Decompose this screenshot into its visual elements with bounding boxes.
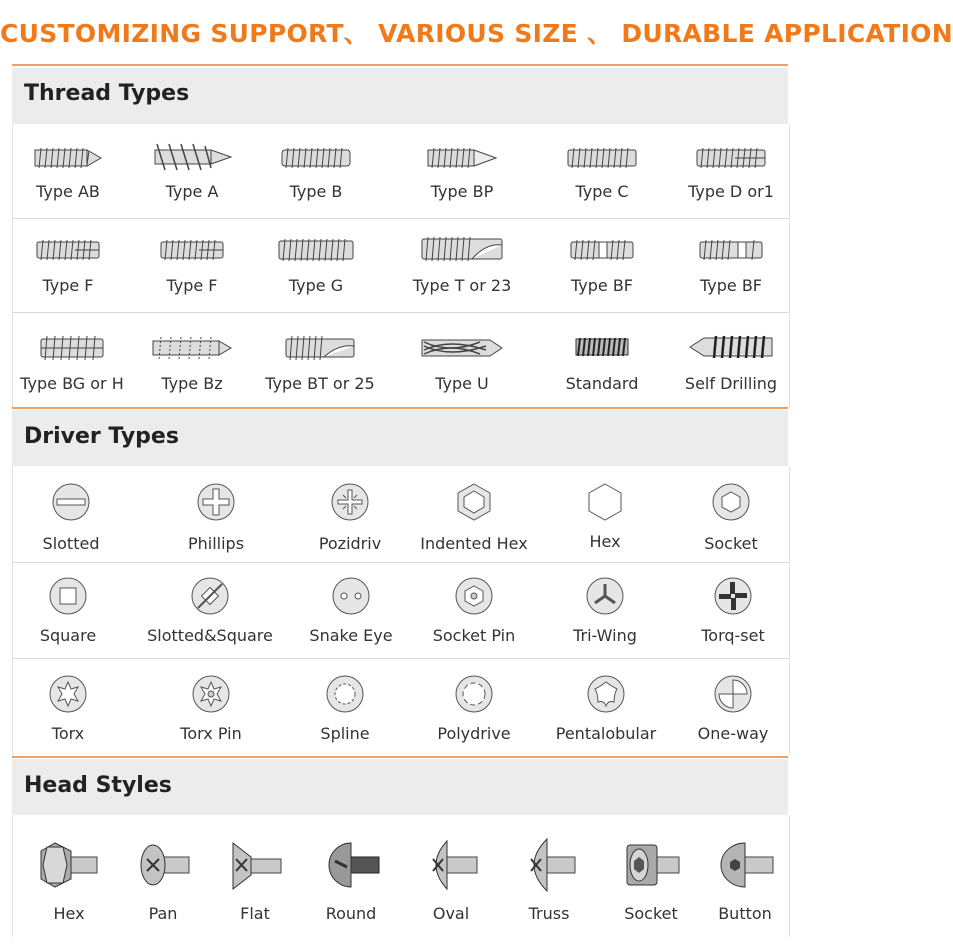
thread-label: Type Bz — [161, 374, 223, 393]
driver-label: Socket — [704, 534, 758, 553]
section-title: Thread Types — [24, 81, 190, 106]
driver-label: Phillips — [187, 534, 245, 553]
thread-label: Type BF — [570, 276, 633, 295]
section-title: Head Styles — [24, 773, 172, 798]
driver-label: Pozidriv — [318, 534, 382, 553]
driver-type-item — [13, 562, 123, 658]
socket-drive-icon — [711, 482, 751, 522]
screw-thread-self-drilling-icon — [688, 332, 774, 362]
driver-type-item — [295, 466, 405, 562]
driver-type-item — [137, 562, 283, 658]
head-styles-grid — [12, 815, 790, 937]
driver-type-item — [295, 562, 407, 658]
thread-label: Type C — [575, 182, 629, 201]
screw-thread-bz-icon — [151, 333, 233, 363]
thread-label: Type BT or 25 — [265, 374, 375, 393]
head-style-item — [413, 815, 489, 937]
driver-type-item — [13, 658, 123, 756]
thread-label: Type T or 23 — [412, 276, 512, 295]
thread-type-item — [673, 218, 789, 312]
driver-label: Pentalobular — [555, 724, 657, 743]
thread-type-item — [133, 312, 251, 408]
head-label: Hex — [53, 904, 85, 923]
thread-type-item — [401, 218, 523, 312]
screw-thread-c-icon — [566, 143, 638, 173]
head-label: Oval — [432, 904, 470, 923]
driver-type-item — [413, 562, 535, 658]
divider — [12, 64, 788, 66]
driver-type-item — [543, 658, 669, 756]
screw-thread-bf2-icon — [698, 235, 764, 265]
head-styles-header — [12, 759, 788, 815]
thread-type-item — [133, 218, 251, 312]
driver-type-item — [413, 658, 535, 756]
head-label: Button — [718, 904, 772, 923]
driver-label: Hex — [589, 532, 621, 551]
thread-row — [13, 312, 789, 408]
pan-head-screw-icon — [135, 837, 191, 895]
divider — [12, 407, 788, 409]
thread-label: Type G — [288, 276, 344, 295]
driver-label: Slotted&Square — [147, 626, 273, 645]
screw-thread-ab-icon — [33, 142, 103, 174]
head-label: Socket — [624, 904, 678, 923]
driver-label: Socket Pin — [432, 626, 516, 645]
thread-type-item — [13, 124, 123, 218]
banner — [0, 0, 953, 68]
thread-type-item — [548, 218, 656, 312]
driver-type-item — [553, 466, 657, 562]
driver-label: Polydrive — [437, 724, 511, 743]
driver-types-header — [12, 410, 788, 466]
head-style-item — [125, 815, 201, 937]
driver-label: Torx Pin — [180, 724, 242, 743]
driver-type-item — [291, 658, 399, 756]
head-style-item — [705, 815, 785, 937]
driver-row — [13, 562, 789, 659]
head-label: Round — [325, 904, 377, 923]
driver-label: Square — [39, 626, 97, 645]
button-head-screw-icon — [715, 837, 775, 895]
driver-type-item — [149, 658, 273, 756]
driver-type-item — [677, 658, 789, 756]
driver-label: Torx — [51, 724, 85, 743]
thread-type-item — [133, 124, 251, 218]
thread-label: Type BG or H — [20, 374, 124, 393]
screw-thread-u-icon — [420, 332, 504, 364]
screw-thread-bg-icon — [39, 332, 105, 364]
torx-pin-drive-icon — [191, 674, 231, 714]
thread-type-item — [261, 312, 379, 408]
snake-eye-drive-icon — [331, 576, 371, 616]
indented-hex-drive-icon — [454, 482, 494, 522]
screw-thread-bf-icon — [569, 235, 635, 265]
thread-type-item — [673, 312, 789, 408]
thread-label: Type F — [42, 276, 94, 295]
thread-type-item — [548, 124, 656, 218]
thread-type-item — [401, 312, 523, 408]
driver-label: Torq-set — [701, 626, 765, 645]
driver-type-item — [409, 466, 539, 562]
thread-types-grid — [12, 124, 790, 408]
truss-head-screw-icon — [521, 837, 577, 895]
thread-label: Type B — [289, 182, 343, 201]
driver-type-item — [149, 466, 283, 562]
pentalobular-drive-icon — [586, 674, 626, 714]
thread-type-item — [13, 218, 123, 312]
oval-head-screw-icon — [423, 837, 479, 895]
head-label: Flat — [240, 904, 270, 923]
driver-type-item — [13, 466, 129, 562]
thread-type-item — [401, 124, 523, 218]
thread-row — [13, 218, 789, 313]
head-style-item — [27, 815, 111, 937]
head-style-item — [511, 815, 587, 937]
thread-type-item — [548, 312, 656, 408]
screw-thread-g-icon — [277, 235, 355, 265]
polydrive-drive-icon — [454, 674, 494, 714]
slotted-square-drive-icon — [190, 576, 230, 616]
thread-types-header — [12, 68, 788, 124]
phillips-drive-icon — [196, 482, 236, 522]
driver-label: Snake Eye — [309, 626, 393, 645]
thread-type-item — [13, 312, 131, 408]
square-drive-icon — [48, 576, 88, 616]
hex-head-bolt-icon — [37, 837, 101, 895]
driver-label: One-way — [697, 724, 769, 743]
driver-types-grid — [12, 466, 790, 756]
head-label: Truss — [528, 904, 570, 923]
pozidriv-drive-icon — [330, 482, 370, 522]
driver-label: Tri-Wing — [573, 626, 637, 645]
torx-drive-icon — [48, 674, 88, 714]
torq-set-drive-icon — [713, 576, 753, 616]
socket-head-screw-icon — [621, 837, 681, 895]
head-style-item — [217, 815, 293, 937]
thread-label: Type D or1 — [688, 182, 774, 201]
screw-thread-bt-icon — [284, 332, 356, 364]
driver-row — [13, 466, 789, 563]
thread-label: Type F — [166, 276, 218, 295]
driver-row — [13, 658, 789, 756]
slotted-drive-icon — [51, 482, 91, 522]
screw-thread-f-icon — [35, 235, 101, 265]
head-label: Pan — [148, 904, 178, 923]
thread-label: Standard — [565, 374, 639, 393]
divider — [12, 756, 788, 758]
screw-thread-b-icon — [280, 143, 352, 173]
driver-type-item — [553, 562, 657, 658]
thread-label: Self Drilling — [684, 374, 778, 393]
thread-type-item — [673, 124, 789, 218]
driver-type-item — [677, 562, 789, 658]
one-way-drive-icon — [713, 674, 753, 714]
screw-thread-f2-icon — [159, 235, 225, 265]
thread-type-item — [261, 218, 371, 312]
round-head-screw-icon — [321, 837, 381, 895]
spline-drive-icon — [325, 674, 365, 714]
banner-title: CUSTOMIZING SUPPORT、 VARIOUS SIZE 、 DURABLE APPLICATION — [0, 19, 953, 48]
flat-head-screw-icon — [227, 837, 283, 895]
screw-thread-standard-icon — [574, 334, 630, 360]
driver-label: Slotted — [42, 534, 100, 553]
driver-label: Indented Hex — [420, 534, 528, 553]
section-title: Driver Types — [24, 424, 179, 449]
thread-label: Type BF — [699, 276, 762, 295]
thread-label: Type AB — [36, 182, 100, 201]
screw-thread-t-icon — [420, 233, 504, 265]
thread-label: Type A — [165, 182, 219, 201]
thread-row — [13, 124, 789, 219]
screw-thread-d-icon — [695, 143, 767, 173]
tri-wing-drive-icon — [585, 576, 625, 616]
screw-thread-bp-icon — [426, 143, 498, 173]
head-style-item — [309, 815, 393, 937]
driver-type-item — [673, 466, 789, 562]
thread-label: Type U — [435, 374, 489, 393]
head-style-item — [609, 815, 693, 937]
thread-label: Type BP — [430, 182, 494, 201]
socket-pin-drive-icon — [454, 576, 494, 616]
hex-drive-icon — [585, 482, 625, 522]
screw-thread-a-icon — [151, 140, 233, 174]
driver-label: Spline — [320, 724, 370, 743]
thread-type-item — [261, 124, 371, 218]
